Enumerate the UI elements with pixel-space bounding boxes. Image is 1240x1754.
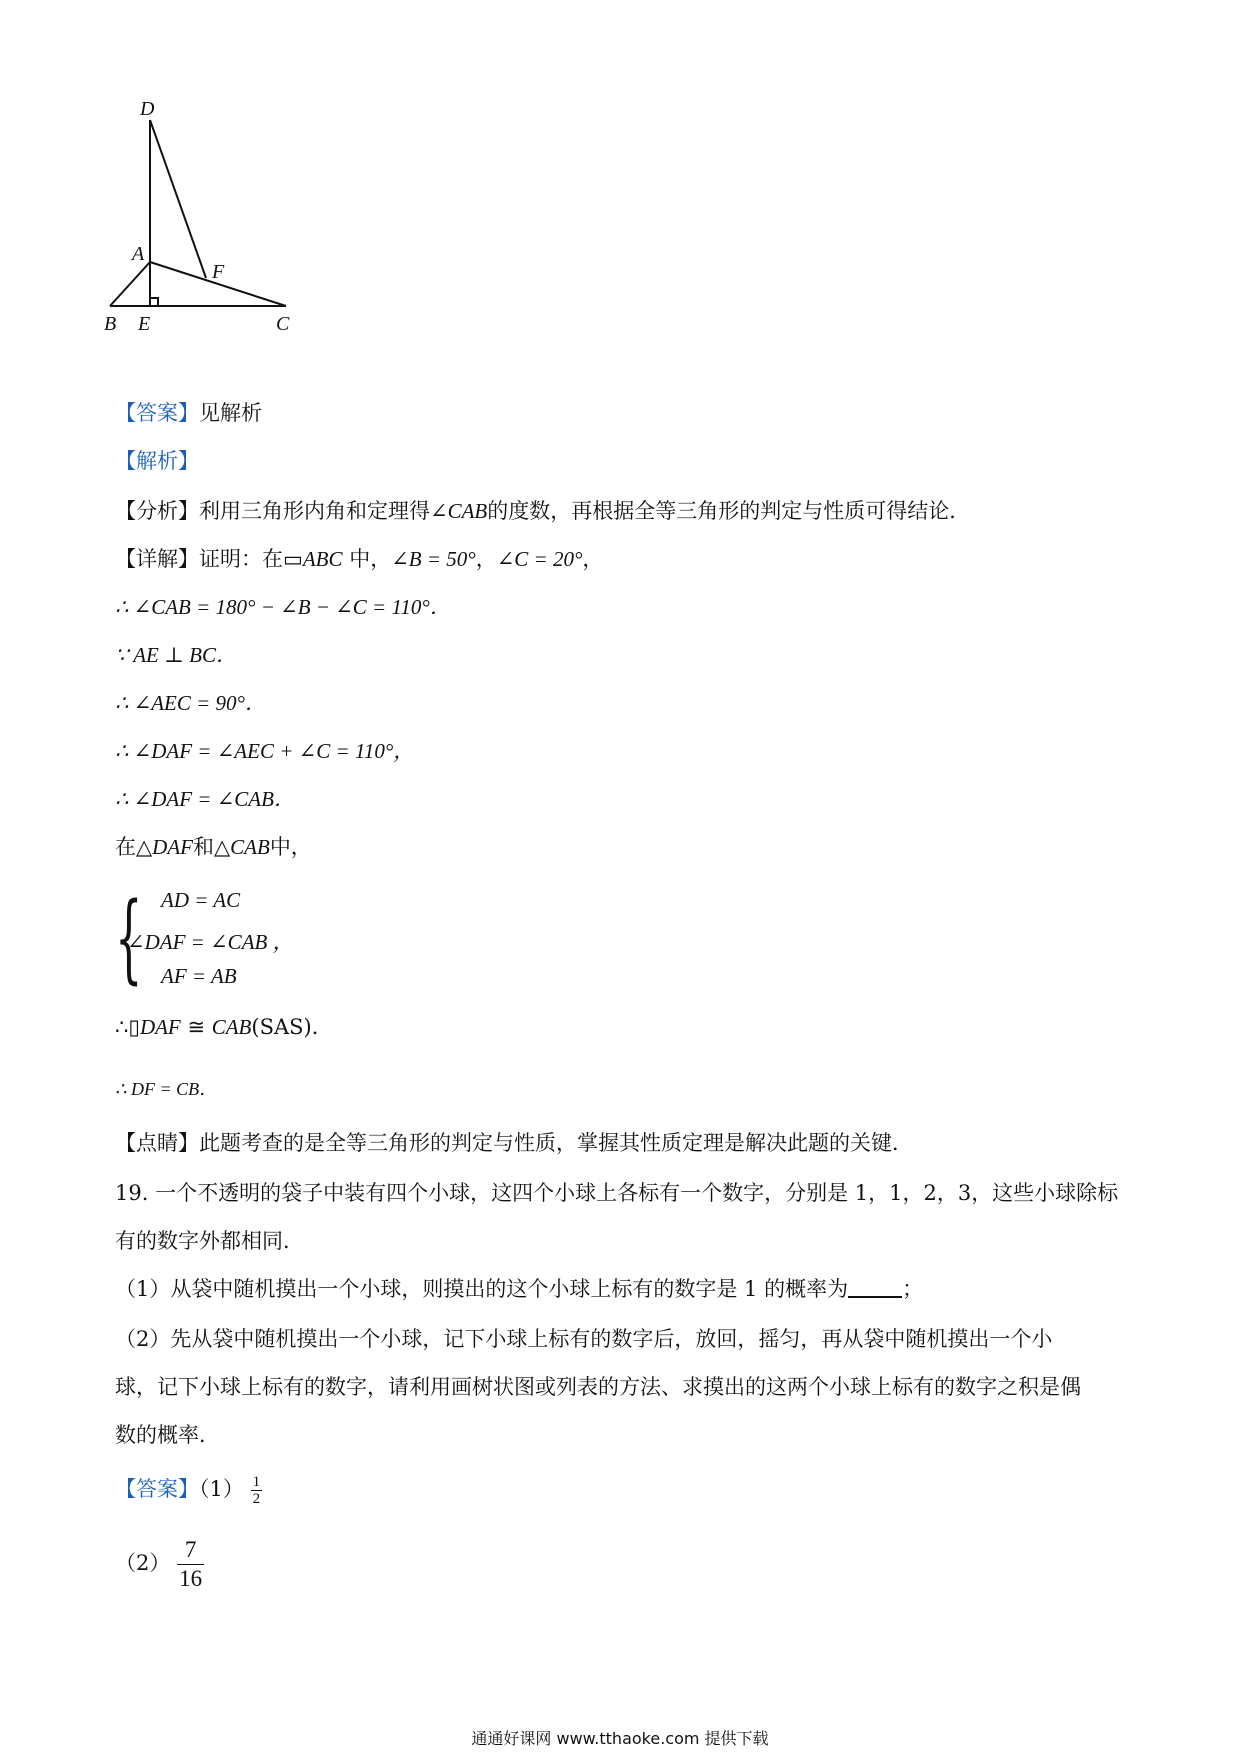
analysis-tag: 【解析】	[115, 449, 199, 473]
q19-part-2-a: （2）先从袋中随机摸出一个小球，记下小球上标有的数字后，放回，摇匀，再从袋中随机摸出一个小	[115, 1327, 1053, 1351]
fraction-one-half: $\frac{1}{2}$	[252, 1474, 261, 1507]
cong-symbol: ≅	[180, 1015, 212, 1039]
answer-blank	[848, 1276, 902, 1298]
dianjing-text: 此题考查的是全等三角形的判定与性质，掌握其性质定理是解决此题的关键．	[199, 1131, 913, 1155]
left-brace: {	[115, 882, 143, 994]
step-1: ∴ ∠CAB = 180° − ∠B − ∠C = 110°．	[115, 595, 451, 619]
footer-source: 通通好课网 www.tthaoke.com 提供下载	[471, 1729, 769, 1748]
cong-t2: CAB	[211, 1015, 252, 1039]
q19-line-1: 19. 一个不透明的袋子中装有四个小球，这四个小球上各标有一个数字，分别是 1，1，2，3，这些小球除标	[115, 1181, 1119, 1205]
triangle-box-symbol: ▭	[283, 547, 303, 571]
q19-line-2: 有的数字外都相同．	[115, 1229, 304, 1253]
in-post: 中，	[269, 835, 312, 859]
answer19-a2-label: （2）	[115, 1551, 171, 1575]
system-row-3: AF = AB	[161, 964, 237, 988]
cong-pre: ∴	[115, 1015, 129, 1039]
xiangjie-line	[115, 544, 603, 574]
xiangjie-mid: 中，	[342, 547, 392, 571]
q19-part-2-b: 球，记下小球上标有的数字，请利用画树状图或列表的方法、求摸出的这两个小球上标有的数字之积是偶	[115, 1375, 1081, 1399]
equation-system	[115, 882, 355, 996]
dianjing-line	[115, 1128, 913, 1158]
triangle-figure	[104, 98, 338, 370]
angle-b: ∠B = 50°	[391, 547, 476, 571]
fenxi-tag: 【分析】	[115, 499, 199, 523]
xiangjie-tag: 【详解】	[115, 547, 199, 571]
label-E: E	[138, 313, 151, 335]
segment-AB	[110, 262, 150, 306]
cong-sas: (SAS)	[251, 1015, 312, 1039]
q19-part-2-c: 数的概率．	[115, 1423, 220, 1447]
xiangjie-pre: 证明：在	[199, 547, 283, 571]
segment-DF	[150, 120, 206, 278]
label-B: B	[104, 313, 117, 335]
answer-tag: 【答案】	[115, 401, 199, 425]
in-pre: 在△	[115, 835, 153, 859]
cong-t1: DAF	[139, 1015, 181, 1039]
congruent-line	[115, 1012, 333, 1042]
label-D: D	[140, 98, 155, 120]
in-t1: DAF	[152, 835, 193, 859]
step-2: ∵ AE ⊥ BC．	[115, 643, 237, 667]
xiangjie-tri: ABC	[302, 547, 343, 571]
label-A: A	[132, 243, 145, 265]
in-triangles-line	[115, 832, 312, 862]
df-line: ∴ DF = CB．	[115, 1079, 218, 1099]
answer-text: 见解析	[199, 401, 262, 425]
answer-18	[115, 398, 262, 428]
cong-end: ．	[311, 1015, 333, 1039]
system-row-2: ∠DAF = ∠CAB ，	[127, 930, 294, 954]
dianjing-tag: 【点睛】	[115, 1131, 199, 1155]
answer-19-part-2	[115, 1534, 204, 1593]
fraction-seven-sixteenths: $\frac{7}{16}$	[179, 1537, 203, 1591]
in-mid: 和△	[192, 835, 231, 859]
label-C: C	[276, 313, 290, 335]
angle-c: ∠C = 20°	[496, 547, 583, 571]
fenxi-line	[115, 496, 970, 526]
answer19-a1-label: （1）	[199, 1477, 244, 1501]
step-4: ∴ ∠DAF = ∠AEC + ∠C = 110°，	[115, 739, 415, 763]
in-t2: CAB	[230, 835, 270, 859]
q19-part-1	[115, 1274, 923, 1304]
q19-p1-end: ；	[902, 1277, 924, 1301]
step-5: ∴ ∠DAF = ∠CAB．	[115, 787, 295, 811]
step-3: ∴ ∠AEC = 90°．	[115, 691, 266, 715]
system-row-1: AD = AC	[161, 888, 241, 912]
fenxi-post: 的度数，再根据全等三角形的判定与性质可得结论．	[487, 499, 971, 523]
answer19-tag: 【答案】	[115, 1477, 199, 1501]
q19-p1-text: （1）从袋中随机摸出一个小球，则摸出的这个小球上标有的数字是 1 的概率为	[115, 1277, 849, 1301]
fenxi-pre: 利用三角形内角和定理得	[199, 499, 430, 523]
answer-19-part-1	[115, 1474, 262, 1507]
triangle-box-symbol-2: ▯	[128, 1015, 140, 1039]
xiangjie-sep: ，	[475, 547, 497, 571]
analysis-heading	[115, 446, 199, 476]
xiangjie-end: ，	[582, 547, 604, 571]
label-F: F	[212, 261, 225, 283]
right-angle-mark	[150, 298, 158, 306]
fenxi-angle: ∠CAB	[430, 499, 488, 523]
